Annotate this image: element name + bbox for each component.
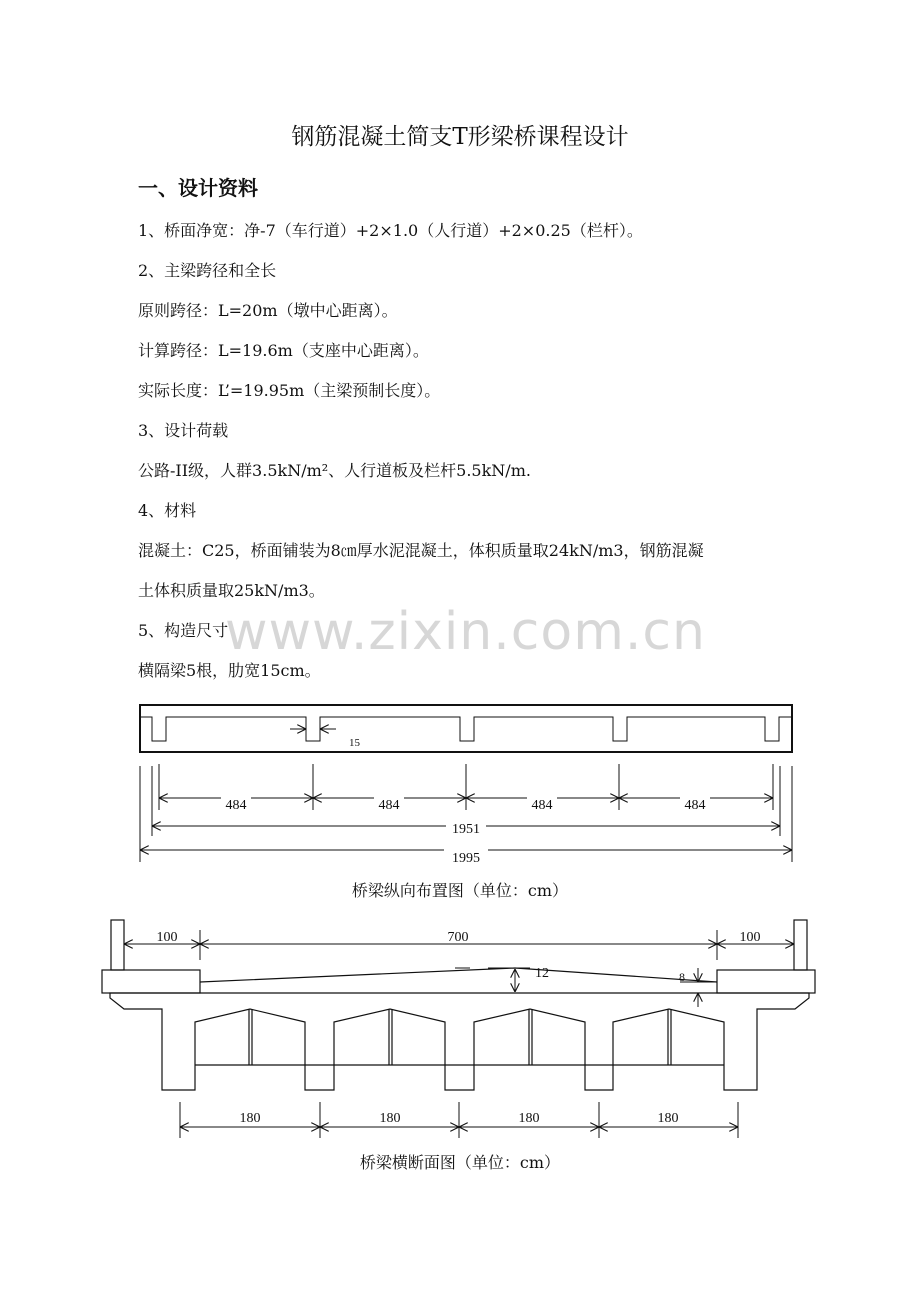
segment-label: 484	[378, 798, 400, 813]
spec-line-calc-span: 计算跨径：L=19.6m（支座中心距离）。	[138, 341, 429, 360]
t-girder-outline	[110, 993, 809, 1090]
spacing-label: 180	[379, 1111, 401, 1126]
longitudinal-drawing	[140, 705, 792, 862]
spacing-label: 180	[518, 1111, 540, 1126]
girder-outline	[140, 705, 792, 752]
spec-line-material-heading: 4、材料	[138, 501, 197, 520]
segment-label: 484	[225, 798, 247, 813]
segment-label: 484	[531, 798, 553, 813]
railing-left	[111, 920, 124, 970]
spec-line-concrete: 混凝土：C25，桥面铺装为8㎝厚水泥混凝土，体积质量取24kN/m3，钢筋混凝	[138, 541, 704, 560]
railing-right	[794, 920, 807, 970]
calc-span-label: 1951	[452, 822, 480, 837]
spec-line-actual-length: 实际长度：L’=19.95m（主梁预制长度）。	[138, 381, 441, 400]
spec-line-span-heading: 2、主梁跨径和全长	[138, 261, 277, 280]
spec-line-diaphragm: 横隔梁5根，肋宽15cm。	[138, 661, 321, 680]
spec-line-nominal-span: 原则跨径：L=20m（墩中心距离）。	[138, 301, 398, 320]
section-heading: 一、设计资料	[138, 176, 258, 200]
cross-section-caption: 桥梁横断面图（单位：cm）	[359, 1153, 561, 1172]
cross-section-drawing	[102, 920, 815, 1138]
sidewalk-left	[102, 970, 200, 993]
spacing-label: 180	[657, 1111, 679, 1126]
document-title: 钢筋混凝土简支T形梁桥课程设计	[291, 124, 629, 150]
crown-label: 12	[535, 966, 549, 981]
sidewalk-right-label: 100	[739, 930, 761, 945]
pavement-label: 8	[679, 970, 685, 984]
pavement-surface	[200, 968, 717, 982]
longitudinal-caption: 桥梁纵向布置图（单位：cm）	[351, 881, 569, 900]
cross-section-labels	[157, 930, 761, 1126]
spec-line-concrete-cont: 土体积质量取25kN/m3。	[138, 581, 325, 600]
spacing-label: 180	[239, 1111, 261, 1126]
spec-line-load: 公路-II级，人群3.5kN/m²、人行道板及栏杆5.5kN/m.	[138, 461, 531, 480]
spec-line-dimension-heading: 5、构造尺寸	[138, 621, 229, 640]
sidewalk-right	[717, 970, 815, 993]
segment-label: 484	[684, 798, 706, 813]
total-length-label: 1995	[452, 851, 480, 866]
rib-width-label: 15	[349, 737, 360, 749]
spec-line-deck-width: 1、桥面净宽：净-7（车行道）+2×1.0（人行道）+2×0.25（栏杆）。	[138, 221, 643, 240]
diaphragm-outline	[140, 717, 792, 741]
watermark: www.zixin.com.cn	[225, 602, 706, 662]
spec-line-load-heading: 3、设计荷载	[138, 421, 229, 440]
roadway-label: 700	[447, 930, 469, 945]
sidewalk-left-label: 100	[156, 930, 178, 945]
